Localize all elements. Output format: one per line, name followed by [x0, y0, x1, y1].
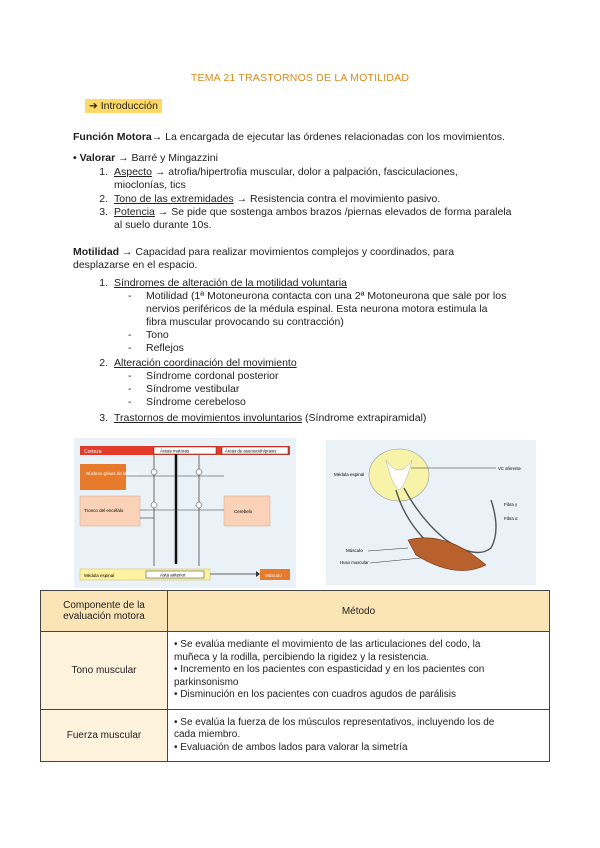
list-number: 1. [99, 166, 108, 178]
musculo-label: Músculo [346, 548, 363, 553]
funcion-motora-text: → La encargada de ejecutar las órdenes relacionadas con los movimientos. [151, 131, 505, 143]
valorar-item-3-cont: al suelo durante 10s. [114, 219, 212, 231]
table-header-cell: Método [168, 591, 550, 632]
dash-item: - [128, 329, 132, 341]
pathway-marker [151, 502, 157, 508]
list-number: 3. [99, 412, 108, 424]
s1-item-line: nervios periféricos de la médula espinal. Esta neurona motora estimula la [146, 303, 488, 315]
areas-asociacion-label: Áreas de asociación/praxis [225, 448, 277, 454]
s1-item-line: Motilidad (1ª Motoneurona contacta con una 2ª Motoneurona que sale por los [146, 290, 507, 302]
musculo-label: Músculo [265, 573, 282, 578]
valorar-item-term: Aspecto [114, 166, 152, 178]
motor-evaluation-table [40, 590, 550, 762]
s2-item-line: Síndrome cordonal posterior [146, 370, 279, 382]
cerebelo-label: Cerebelo [234, 509, 253, 514]
page-title: TEMA 21 TRASTORNOS DE LA MOTILIDAD [190, 72, 410, 84]
spinal-cord-muscle-diagram [326, 440, 536, 585]
valorar-item-term: Tono de las extremidades [114, 193, 234, 205]
method-line: muñeca y la rodilla, percibiendo la rigidez y la resistencia. [174, 651, 430, 663]
medula-label: Médula espinal [334, 472, 365, 477]
corteza-label: Corteza [84, 449, 102, 455]
sindrome-extra: (Síndrome extrapiramidal) [302, 412, 427, 424]
pathway-marker [196, 469, 202, 475]
table-row-label: Tono muscular [41, 632, 168, 710]
nucleos-label: Núcleos grises de la base [86, 471, 138, 476]
s2-item-line: Síndrome cerebeloso [146, 396, 246, 408]
s2-item-line: Síndrome vestibular [146, 383, 240, 395]
motor-pathways-diagram [74, 438, 296, 588]
table-row-method [168, 632, 550, 710]
motilidad-line [73, 246, 454, 259]
motilidad-label: Motilidad [73, 246, 120, 258]
asta-label: Asta anterior [160, 572, 186, 578]
dash-item: - [128, 290, 132, 302]
nucleos-box [80, 464, 126, 490]
huso-label: Huso muscular [340, 560, 369, 565]
motilidad-cont: desplazarse en el espacio. [73, 259, 198, 271]
pathway-marker [151, 469, 157, 475]
funcion-motora-label: Función Motora [73, 131, 152, 143]
valorar-item-1-cont: mioclonías, tics [114, 179, 186, 191]
dash-item: - [128, 383, 132, 395]
method-line: • Incremento en los pacientes con espasticidad y en los pacientes con [174, 664, 485, 676]
fibra-y-label: Fibra γ [504, 502, 518, 507]
s1-item-line: Tono [146, 329, 169, 341]
table-row [41, 710, 550, 762]
medula-label: Médula espinal [84, 573, 115, 578]
areas-motoras-label: Áreas motoras [160, 448, 190, 454]
valorar-item-text: → Se pide que sostenga ambos brazos /piernas elevados de forma paralela [154, 206, 512, 218]
fibra-a-label: Fibra α [504, 516, 518, 521]
method-line: cada miembro. [174, 729, 241, 741]
list-number: 2. [99, 193, 108, 205]
list-number: 2. [99, 357, 108, 369]
valorar-item-text: → Resistencia contra el movimiento pasivo. [233, 193, 441, 205]
sindrome-term: Síndromes de alteración de la motilidad voluntaria [114, 277, 347, 289]
list-number: 1. [99, 277, 108, 289]
sindrome-term: Trastornos de movimientos involuntarios [114, 412, 303, 424]
motilidad-text: → Capacidad para realizar movimientos complejos y coordinados, para [119, 246, 455, 258]
valorar-text: → Barré y Mingazzini [115, 152, 218, 164]
dash-item: - [128, 370, 132, 382]
sindrome-term: Alteración coordinación del movimiento [114, 357, 297, 369]
dash-item: - [128, 342, 132, 354]
funcion-motora-line [73, 131, 505, 144]
intro-heading: ➔ Introducción [85, 99, 162, 113]
s1-item-line: Reflejos [146, 342, 184, 354]
s1-item-line: fibra muscular provocando su contracción) [146, 316, 344, 328]
valorar-item-term: Potencia [114, 206, 155, 218]
valorar-line [73, 152, 218, 165]
method-line: • Se evalúa mediante el movimiento de las articulaciones del codo, la [174, 639, 481, 651]
table-row-label: Fuerza muscular [41, 710, 168, 762]
valorar-label: • Valorar [73, 152, 116, 164]
dash-item: - [128, 396, 132, 408]
list-number: 3. [99, 206, 108, 218]
valorar-item-text: → atrofia/hipertrofia muscular, dolor a palpación, fasciculaciones, [151, 166, 458, 178]
method-line: • Disminución en los pacientes con cuadros agudos de parálisis [174, 689, 456, 701]
table-row-method [168, 710, 550, 762]
vc-label: VC aferente [498, 466, 521, 471]
table-row [41, 632, 550, 710]
table-header-cell: Componente de la evaluación motora [41, 591, 168, 632]
table-header-row [41, 591, 550, 632]
method-line: • Se evalúa la fuerza de los músculos representativos, incluyendo los de [174, 716, 495, 728]
tronco-label: Tronco del encéfalo [84, 508, 124, 513]
pathway-marker [196, 502, 202, 508]
method-line: • Evaluación de ambos lados para valorar la simetría [174, 741, 408, 753]
method-line: parkinsonismo [174, 676, 239, 688]
